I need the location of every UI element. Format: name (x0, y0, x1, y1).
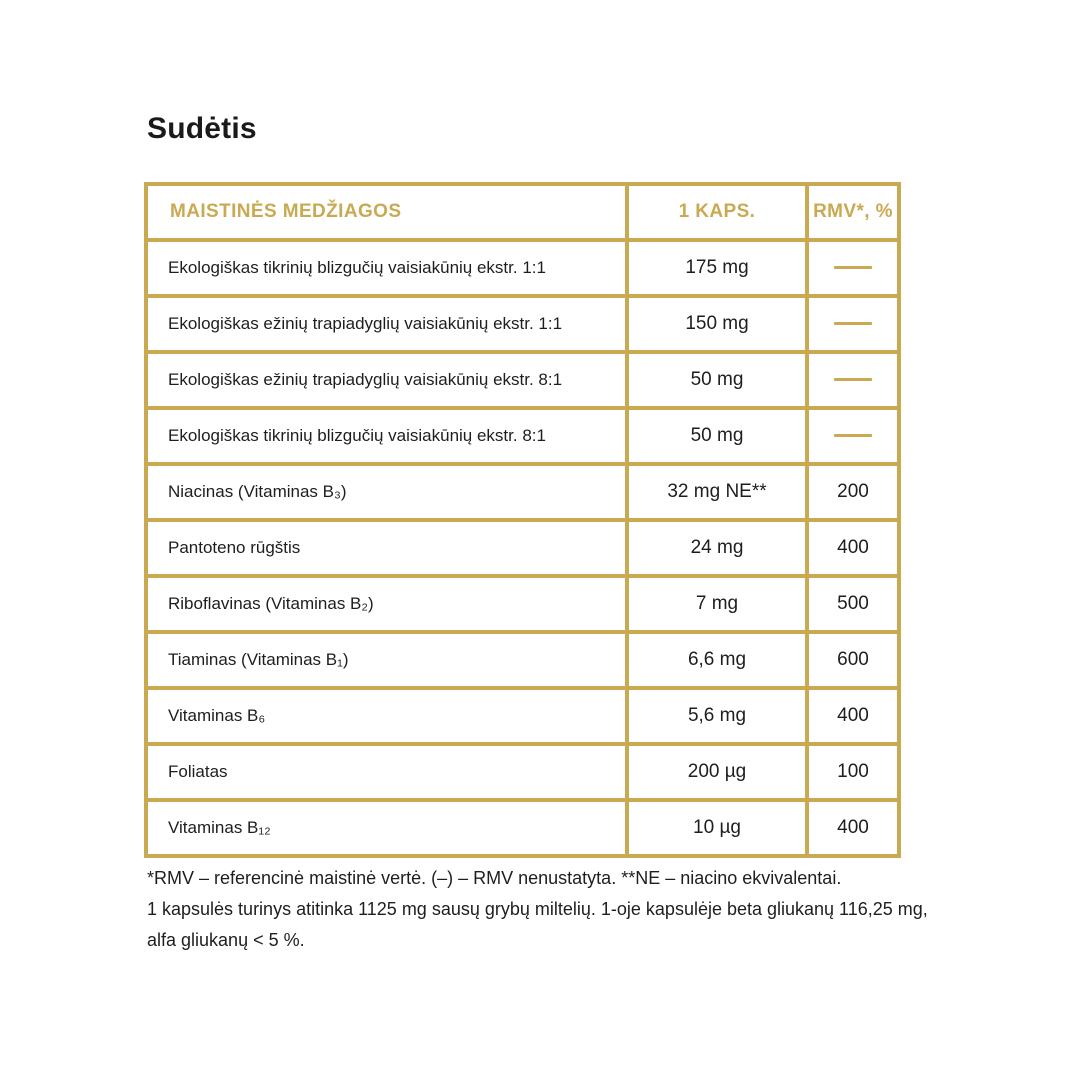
amount-cell: 32 mg NE** (627, 464, 807, 520)
nutrient-name-cell: Niacinas (Vitaminas B₃) (146, 464, 627, 520)
table-row (146, 240, 899, 296)
amount-cell: 7 mg (627, 576, 807, 632)
amount-cell: 150 mg (627, 296, 807, 352)
rmv-cell (807, 296, 899, 352)
amount-cell: 10 µg (627, 800, 807, 856)
column-header-per-capsule: 1 KAPS. (627, 184, 807, 240)
nutrient-name-cell: Vitaminas B₁₂ (146, 800, 627, 856)
table-row (146, 576, 899, 632)
rmv-cell (807, 240, 899, 296)
nutrient-name-cell: Riboflavinas (Vitaminas B₂) (146, 576, 627, 632)
amount-cell: 50 mg (627, 352, 807, 408)
rmv-dash-icon (834, 266, 872, 269)
amount-cell: 5,6 mg (627, 688, 807, 744)
rmv-cell: 400 (807, 520, 899, 576)
nutrient-name-cell: Foliatas (146, 744, 627, 800)
table-body (146, 240, 899, 856)
page-title: Sudėtis (147, 112, 257, 145)
nutrient-name-cell: Ekologiškas ežinių trapiadyglių vaisiakūnių ekstr. 8:1 (146, 352, 627, 408)
amount-cell: 175 mg (627, 240, 807, 296)
column-header-nutrients: MAISTINĖS MEDŽIAGOS (146, 184, 627, 240)
table-row (146, 632, 899, 688)
footnote-line-3: alfa gliukanų < 5 %. (147, 930, 305, 950)
nutrient-name-cell: Vitaminas B₆ (146, 688, 627, 744)
footnote-line-2: 1 kapsulės turinys atitinka 1125 mg sausų grybų miltelių. 1-oje kapsulėje beta gliukanų 116,25 mg, (147, 899, 928, 919)
table-row (146, 688, 899, 744)
nutrient-name-cell: Ekologiškas tikrinių blizgučių vaisiakūnių ekstr. 1:1 (146, 240, 627, 296)
table-row (146, 800, 899, 856)
table-row (146, 352, 899, 408)
column-header-rmv: RMV*, % (807, 184, 899, 240)
rmv-cell: 500 (807, 576, 899, 632)
nutrition-table (144, 182, 901, 858)
table-header-row (146, 184, 899, 240)
rmv-cell: 400 (807, 800, 899, 856)
rmv-cell (807, 352, 899, 408)
rmv-dash-icon (834, 322, 872, 325)
footnotes (147, 863, 928, 956)
table-row (146, 464, 899, 520)
footnote-line-1: *RMV – referencinė maistinė vertė. (–) – RMV nenustatyta. **NE – niacino ekvivalentai. (147, 868, 842, 888)
nutrient-name-cell: Ekologiškas ežinių trapiadyglių vaisiakūnių ekstr. 1:1 (146, 296, 627, 352)
nutrient-name-cell: Tiaminas (Vitaminas B₁) (146, 632, 627, 688)
table-row (146, 296, 899, 352)
table-row (146, 520, 899, 576)
rmv-cell (807, 408, 899, 464)
table-row (146, 408, 899, 464)
amount-cell: 24 mg (627, 520, 807, 576)
rmv-cell: 600 (807, 632, 899, 688)
rmv-dash-icon (834, 434, 872, 437)
amount-cell: 50 mg (627, 408, 807, 464)
amount-cell: 200 µg (627, 744, 807, 800)
rmv-cell: 100 (807, 744, 899, 800)
rmv-cell: 400 (807, 688, 899, 744)
rmv-dash-icon (834, 378, 872, 381)
amount-cell: 6,6 mg (627, 632, 807, 688)
nutrient-name-cell: Ekologiškas tikrinių blizgučių vaisiakūnių ekstr. 8:1 (146, 408, 627, 464)
rmv-cell: 200 (807, 464, 899, 520)
nutrient-name-cell: Pantoteno rūgštis (146, 520, 627, 576)
table-row (146, 744, 899, 800)
